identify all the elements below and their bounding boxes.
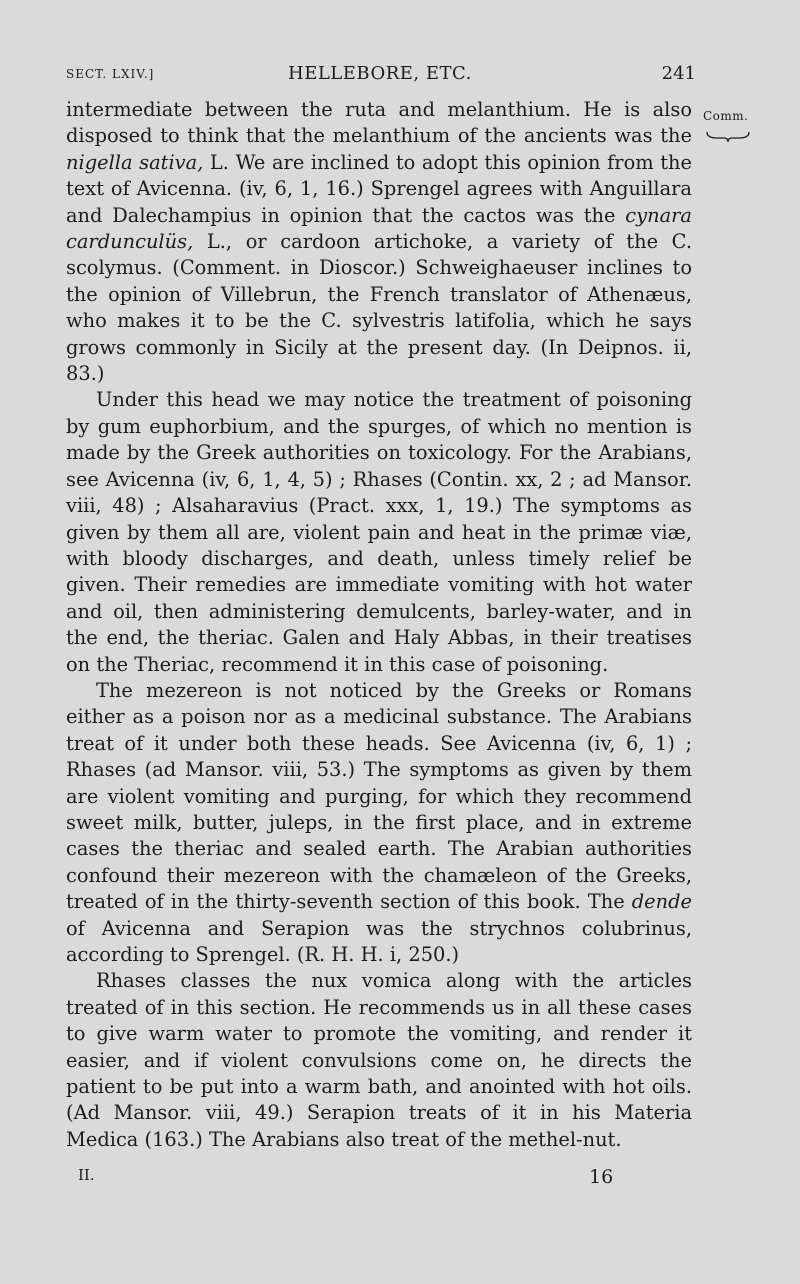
- paragraph: [66, 97, 692, 387]
- italic-term: nigella sativa,: [66, 150, 204, 174]
- page-title: HELLEBORE, ETC.: [288, 63, 472, 84]
- paragraph: [66, 968, 692, 1153]
- text-run: The mezereon is not noticed by the Greeks or Romans either as a poison nor as a medicinal substance. The Arabians treat of it under both these heads. See Avicenna (iv, 6, 1) ; Rhases (ad Mansor. viii, 53.) The symptoms as given by them are violent vomiting and purging, for which they recommend sweet milk, butter, juleps, in the first place, and in extreme cases the theriac and sealed earth. The Arabian authorities confound their mezereon with the chamæleon of the Greeks, treated of in the thirty-seventh section of this book. The: [66, 678, 692, 914]
- sheet-number: 16: [589, 1166, 614, 1188]
- signature-mark: II.: [78, 1166, 95, 1184]
- text-run: L., or cardoon artichoke, a variety of the C. scolymus. (Comment. in Dioscor.) Schweighaeuser inclines to the opinion of Villebrun, the French translator of Athenæus, who makes it to be the C. sylvestris latifolia, which he says grows commonly in Sicily at the present day. (In Deipnos. ii, 83.): [66, 230, 692, 386]
- page-number: 241: [661, 63, 696, 84]
- paragraph: [66, 387, 692, 677]
- italic-term: dende: [631, 890, 692, 914]
- text-run: of Avicenna and Serapion was the strychnos colubrinus, according to Sprengel. (R. H. H. i, 250.): [66, 916, 692, 966]
- body-text: [66, 97, 692, 1153]
- section-label: SECT. LXIV.]: [66, 67, 155, 81]
- paragraph: [66, 678, 692, 968]
- margin-brace: [705, 130, 751, 144]
- text-run: intermediate between the ruta and melanthium. He is also disposed to think that the melanthium of the ancients was the: [66, 98, 692, 148]
- margin-note: Comm.: [703, 109, 749, 123]
- text-run: Rhases classes the nux vomica along with the articles treated of in this section. He recommends us in all these cases to give warm water to promote the vomiting, and render it easier, and if violent convulsions come on, he directs the patient to be put into a warm bath, and anointed with hot oils. (Ad Mansor. viii, 49.) Serapion treats of it in his Materia Medica (163.) The Arabians also treat of the methel-nut.: [66, 969, 692, 1151]
- text-run: L. We are inclined to adopt this opinion from the text of Avicenna. (iv, 6, 1, 16.) Sprengel agrees with Anguillara and Dalechampius in opinion that the cactos was the: [66, 150, 692, 227]
- running-header: [66, 63, 696, 87]
- text-run: Under this head we may notice the treatment of poisoning by gum euphorbium, and the spurges, of which no mention is made by the Greek authorities on toxicology. For the Arabians, see Avicenna (iv, 6, 1, 4, 5) ; Rhases (Contin. xx, 2 ; ad Mansor. viii, 48) ; Alsaharavius (Pract. xxx, 1, 19.) The symptoms as given by them all are, violent pain and heat in the primæ viæ, with bloody discharges, and death, unless timely relief be given. Their remedies are immediate vomiting with hot water and oil, then administering demulcents, barley-water, and in the end, the theriac. Galen and Haly Abbas, in their treatises on the Theriac, recommend it in this case of poisoning.: [66, 388, 692, 676]
- italic-term: cynara cardunculüs,: [66, 203, 692, 254]
